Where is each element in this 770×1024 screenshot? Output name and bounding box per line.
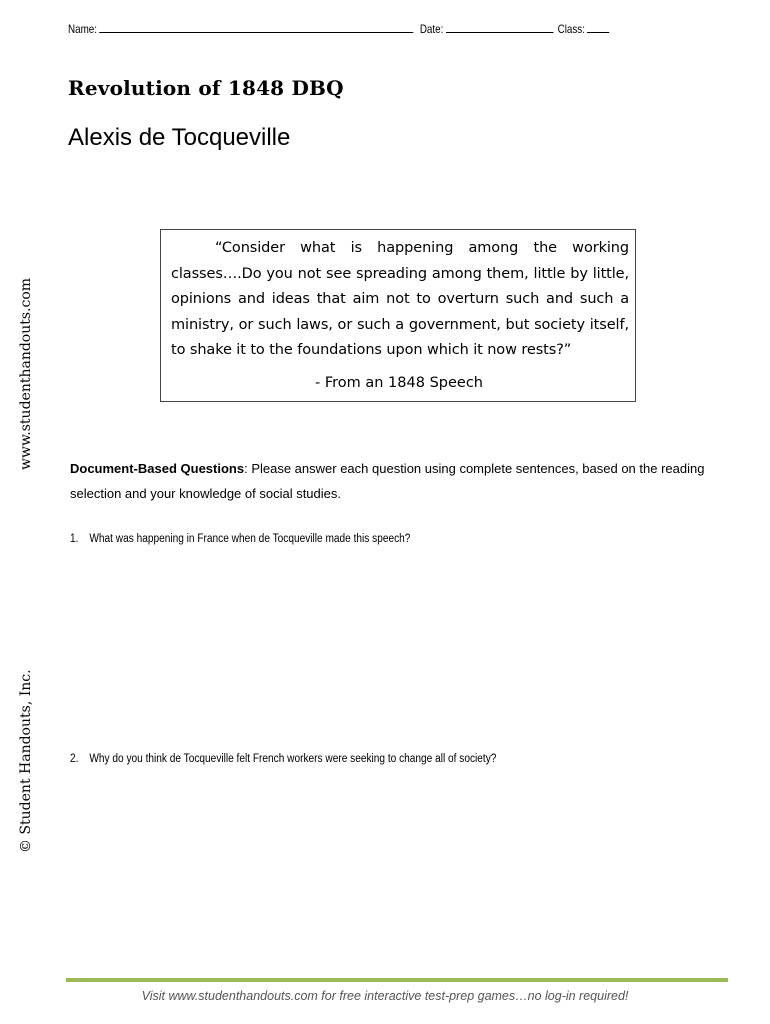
quote-box (160, 229, 636, 402)
class-field[interactable] (587, 31, 609, 33)
dbq-instructions (70, 456, 710, 506)
page-subtitle: Alexis de Tocqueville (68, 124, 291, 151)
sidebar-website: www.studenthandouts.com (18, 277, 34, 470)
sidebar-copyright: © Student Handouts, Inc. (18, 669, 34, 853)
quote-text: “Consider what is happening among the working classes….Do you not see spreading among them, little by little, opinions and ideas that aim not to overturn such and such a ministry, or such laws, or such a government, but society itself, to shake it to the foundations upon which it now rests?” (171, 240, 629, 359)
name-label: Name: (68, 22, 97, 36)
question-number: 1. (70, 533, 79, 545)
footer-text: Visit www.studenthandouts.com for free interactive test-prep games…no log-in required! (141, 989, 629, 1003)
question-text: Why do you think de Tocqueville felt French workers were seeking to change all of society? (89, 753, 497, 765)
name-field[interactable] (99, 31, 413, 33)
footer-divider (66, 978, 728, 982)
date-field[interactable] (446, 31, 554, 33)
question-number: 2. (70, 753, 79, 765)
dbq-heading: Document-Based Questions (70, 461, 245, 476)
question-text: What was happening in France when de Tocqueville made this speech? (89, 533, 411, 545)
date-label: Date: (419, 22, 444, 36)
class-label: Class: (557, 22, 585, 36)
header-fields (68, 20, 609, 36)
dbq-instructions-text: : Please answer each question using complete sentences, based on the reading selection and your knowledge of social studies. (70, 461, 705, 501)
question-item (70, 753, 496, 765)
page-title: Revolution of 1848 DBQ (68, 76, 344, 100)
answer-area-2[interactable] (70, 772, 720, 962)
question-item (70, 533, 410, 545)
answer-area-1[interactable] (70, 552, 720, 742)
quote-source: - From an 1848 Speech (315, 375, 483, 391)
